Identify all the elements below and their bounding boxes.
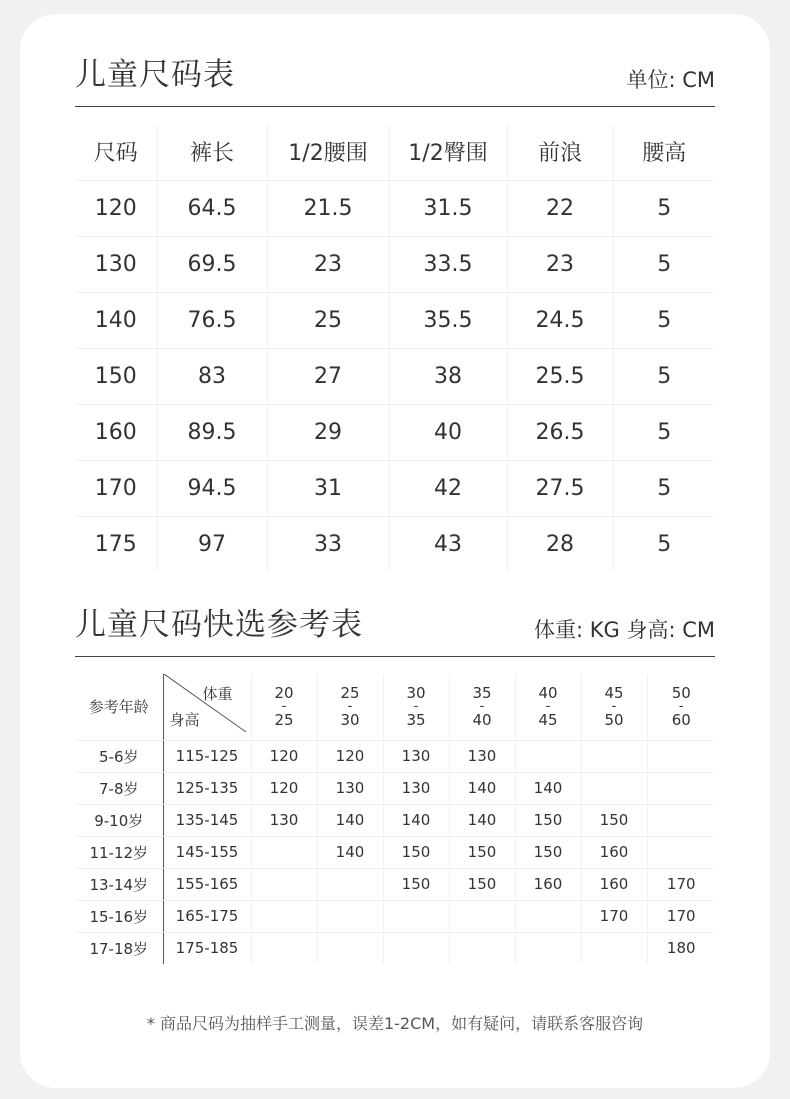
height-range-cell: 145-155 [163,836,251,868]
recommended-size-cell [647,740,715,772]
weight-range-low: 40 [538,683,558,702]
height-range-cell: 175-185 [163,932,251,964]
size-cell: 27.5 [507,460,613,516]
size-cell: 5 [613,404,715,460]
size-cell: 28 [507,516,613,572]
recommended-size-cell [251,868,317,900]
size-chart-unit: 单位: CM [626,68,715,92]
size-cell: 35.5 [389,292,507,348]
weight-range-low: 35 [472,683,492,702]
weight-range-header [383,674,449,740]
height-range-cell: 115-125 [163,740,251,772]
weight-range-high: 50 [604,710,624,729]
size-cell: 76.5 [157,292,267,348]
size-row [75,404,715,460]
size-row [75,348,715,404]
recommended-size-cell: 150 [581,804,647,836]
recommended-size-cell [515,932,581,964]
weight-range-header [449,674,515,740]
size-cell: 40 [389,404,507,460]
size-cell: 5 [657,531,672,557]
size-row [75,516,715,572]
age-header: 参考年龄 [75,674,163,740]
size-cell: 83 [157,348,267,404]
recommended-size-cell: 130 [251,804,317,836]
height-label: 身高 [169,710,200,729]
quick-chart-header-row [75,674,715,740]
recommended-size-cell: 140 [383,804,449,836]
size-cell: 120 [75,180,157,236]
range-dash: - [611,698,617,714]
recommended-size-cell [251,836,317,868]
recommended-size-cell: 130 [383,740,449,772]
recommended-size-cell: 130 [383,772,449,804]
age-cell: 15-16岁 [75,900,163,932]
recommended-size-cell: 140 [317,836,383,868]
quick-chart-title: 儿童尺码快选参考表 [75,607,363,643]
recommended-size-cell: 170 [581,900,647,932]
size-cell: 25.5 [507,348,613,404]
size-cell: 42 [389,460,507,516]
weight-range-low: 20 [274,683,294,702]
col-header: 尺码 [75,124,157,180]
size-cell: 26.5 [507,404,613,460]
weight-range-header [251,674,317,740]
recommended-size-cell: 170 [647,868,715,900]
recommended-size-cell [317,900,383,932]
quick-chart-header [75,604,715,657]
age-cell: 7-8岁 [75,772,163,804]
size-cell: 130 [75,236,157,292]
size-cell: 5 [613,236,715,292]
recommended-size-cell: 150 [449,868,515,900]
quick-row [75,804,715,836]
range-dash: - [347,698,353,714]
size-cell: 140 [75,292,157,348]
range-dash: - [479,698,485,714]
size-row [75,292,715,348]
recommended-size-cell: 160 [581,868,647,900]
recommended-size-cell [251,932,317,964]
weight-range-low: 30 [406,683,426,702]
weight-label: 体重 [202,685,233,703]
size-cell: 175 [75,516,157,572]
height-range-cell: 165-175 [163,900,251,932]
recommended-size-cell [383,932,449,964]
recommended-size-cell [581,740,647,772]
size-cell: 31 [267,460,389,516]
recommended-size-cell [647,772,715,804]
quick-row [75,836,715,868]
weight-range-high: 40 [472,710,492,729]
size-cell: 33 [267,516,389,572]
recommended-size-cell [251,900,317,932]
recommended-size-cell [581,932,647,964]
weight-range-high: 25 [274,710,294,729]
size-cell: 5 [613,180,715,236]
quick-row [75,932,715,964]
recommended-size-cell: 180 [666,939,696,958]
size-cell: 5 [613,460,715,516]
size-cell: 29 [267,404,389,460]
col-header: 1/2腰围 [267,124,389,180]
range-dash: - [678,698,684,714]
size-cell: 22 [507,180,613,236]
size-cell: 31.5 [389,180,507,236]
size-cell: 24.5 [507,292,613,348]
recommended-size-cell: 160 [515,868,581,900]
recommended-size-cell [581,772,647,804]
size-row [75,460,715,516]
recommended-size-cell: 140 [449,804,515,836]
age-cell: 17-18岁 [75,932,163,964]
range-dash: - [545,698,551,714]
range-dash: - [281,698,287,714]
recommended-size-cell: 150 [449,836,515,868]
size-cell: 89.5 [157,404,267,460]
quick-row [75,900,715,932]
size-row [75,180,715,236]
size-cell: 5 [613,292,715,348]
recommended-size-cell [647,836,715,868]
size-chart-table [75,124,715,572]
size-cell: 94.5 [157,460,267,516]
recommended-size-cell [515,900,581,932]
col-header: 前浪 [507,124,613,180]
recommended-size-cell: 150 [515,836,581,868]
size-cell: 21.5 [267,180,389,236]
quick-chart-table [75,674,715,964]
quick-row [75,740,715,772]
recommended-size-cell [317,932,383,964]
size-cell: 33.5 [389,236,507,292]
size-cell: 27 [267,348,389,404]
size-cell: 64.5 [157,180,267,236]
size-cell: 43 [389,516,507,572]
weight-range-high: 45 [538,710,558,729]
weight-height-corner [163,674,251,740]
age-cell: 11-12岁 [75,836,163,868]
size-cell: 69.5 [157,236,267,292]
size-cell: 5 [613,348,715,404]
recommended-size-cell: 140 [449,772,515,804]
weight-range-header [515,674,581,740]
recommended-size-cell: 130 [449,740,515,772]
col-header: 1/2臀围 [389,124,507,180]
range-dash: - [413,698,419,714]
quick-row [75,772,715,804]
recommended-size-cell [449,900,515,932]
age-cell: 13-14岁 [75,868,163,900]
recommended-size-cell: 160 [581,836,647,868]
size-chart-header [75,54,715,107]
recommended-size-cell [317,868,383,900]
col-header: 腰高 [613,124,715,180]
quick-row [75,868,715,900]
recommended-size-cell: 130 [317,772,383,804]
recommended-size-cell: 150 [383,868,449,900]
size-cell: 25 [267,292,389,348]
measurement-note: * 商品尺码为抽样手工测量，误差1-2CM，如有疑问，请联系客服咨询 [146,1014,644,1033]
recommended-size-cell: 120 [317,740,383,772]
age-cell: 5-6岁 [75,740,163,772]
age-cell: 9-10岁 [75,804,163,836]
size-cell: 38 [389,348,507,404]
size-chart-title: 儿童尺码表 [75,57,235,93]
size-row [75,236,715,292]
size-cell: 23 [507,236,613,292]
weight-range-header [581,674,647,740]
quick-chart-unit: 体重: KG 身高: CM [533,618,715,642]
recommended-size-cell: 140 [317,804,383,836]
size-chart-header-row [75,124,715,180]
weight-range-low: 45 [604,683,624,702]
weight-range-high: 30 [340,710,360,729]
recommended-size-cell: 150 [383,836,449,868]
height-range-cell: 125-135 [163,772,251,804]
weight-range-high: 35 [406,710,426,729]
recommended-size-cell: 140 [515,772,581,804]
recommended-size-cell [515,740,581,772]
size-cell: 97 [157,516,267,572]
col-header: 裤长 [157,124,267,180]
recommended-size-cell: 120 [251,740,317,772]
weight-range-header [317,674,383,740]
weight-range-low: 25 [340,683,360,702]
size-cell: 160 [75,404,157,460]
recommended-size-cell [647,804,715,836]
weight-range-header [647,674,715,740]
recommended-size-cell: 120 [251,772,317,804]
recommended-size-cell: 170 [647,900,715,932]
weight-range-low: 50 [671,683,691,702]
size-cell: 150 [75,348,157,404]
size-cell: 170 [75,460,157,516]
height-range-cell: 135-145 [163,804,251,836]
height-range-cell: 155-165 [163,868,251,900]
recommended-size-cell [449,932,515,964]
recommended-size-cell: 150 [515,804,581,836]
weight-range-high: 60 [671,710,691,729]
recommended-size-cell [383,900,449,932]
size-cell: 23 [267,236,389,292]
